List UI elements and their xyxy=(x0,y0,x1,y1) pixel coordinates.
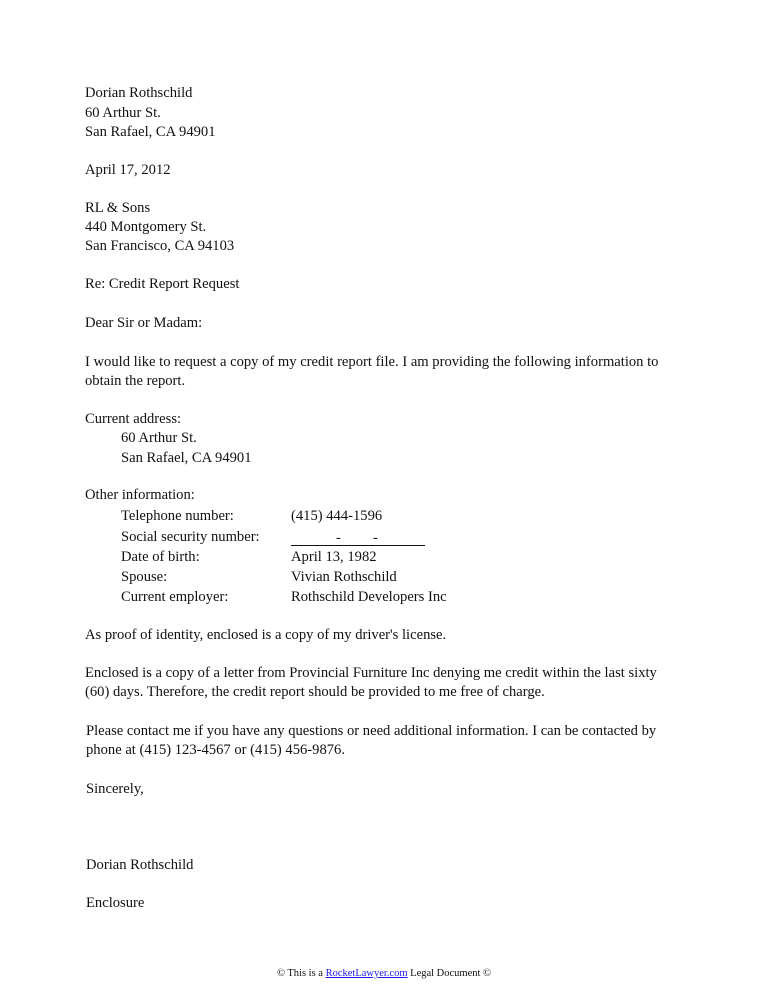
recipient-street: 440 Montgomery St. xyxy=(85,219,207,235)
footer-prefix: © This is a xyxy=(276,968,326,979)
sender-street: 60 Arthur St. xyxy=(85,105,161,121)
spouse-label: Spouse: xyxy=(121,569,168,585)
telephone-value: (415) 444-1596 xyxy=(291,508,383,524)
salutation: Dear Sir or Madam: xyxy=(85,315,203,331)
current-address-label: Current address: xyxy=(85,411,182,427)
employer-label: Current employer: xyxy=(121,589,229,605)
ssn-label: Social security number: xyxy=(121,529,260,545)
employer-value: Rothschild Developers Inc xyxy=(291,589,447,605)
intro-line-2: obtain the report. xyxy=(85,373,186,389)
current-address-city: San Rafael, CA 94901 xyxy=(121,450,252,466)
recipient-city: San Francisco, CA 94103 xyxy=(85,238,235,254)
dob-label: Date of birth: xyxy=(121,549,200,565)
sender-city: San Rafael, CA 94901 xyxy=(85,124,216,140)
intro-line-1: I would like to request a copy of my credit report file. I am providing the following information to xyxy=(85,354,659,370)
rocketlawyer-link[interactable]: RocketLawyer.com xyxy=(325,968,408,979)
dob-value: April 13, 1982 xyxy=(291,549,377,565)
sender-name: Dorian Rothschild xyxy=(85,85,193,101)
recipient-name: RL & Sons xyxy=(85,200,151,216)
enclosed-line-2: (60) days. Therefore, the credit report should be provided to me free of charge. xyxy=(85,684,545,700)
contact-line-2: phone at (415) 123-4567 or (415) 456-9876. xyxy=(86,742,345,758)
proof-paragraph: As proof of identity, enclosed is a copy of my driver's license. xyxy=(85,627,447,643)
letter-date: April 17, 2012 xyxy=(85,162,171,178)
other-info-label: Other information: xyxy=(85,487,195,503)
footer xyxy=(0,967,768,981)
subject-line: Re: Credit Report Request xyxy=(85,276,240,292)
ssn-dash-1: - xyxy=(336,530,341,546)
spouse-value: Vivian Rothschild xyxy=(291,569,397,585)
ssn-blank-field xyxy=(291,526,425,546)
telephone-label: Telephone number: xyxy=(121,508,234,524)
footer-suffix: Legal Document © xyxy=(407,968,492,979)
closing: Sincerely, xyxy=(86,781,144,797)
ssn-dash-2: - xyxy=(373,530,378,546)
enclosure-note: Enclosure xyxy=(86,895,145,911)
current-address-street: 60 Arthur St. xyxy=(121,430,197,446)
contact-line-1: Please contact me if you have any questions or need additional information. I can be contacted by xyxy=(86,723,657,739)
signature-name: Dorian Rothschild xyxy=(86,857,194,873)
enclosed-line-1: Enclosed is a copy of a letter from Provincial Furniture Inc denying me credit within the last sixty xyxy=(85,665,657,681)
